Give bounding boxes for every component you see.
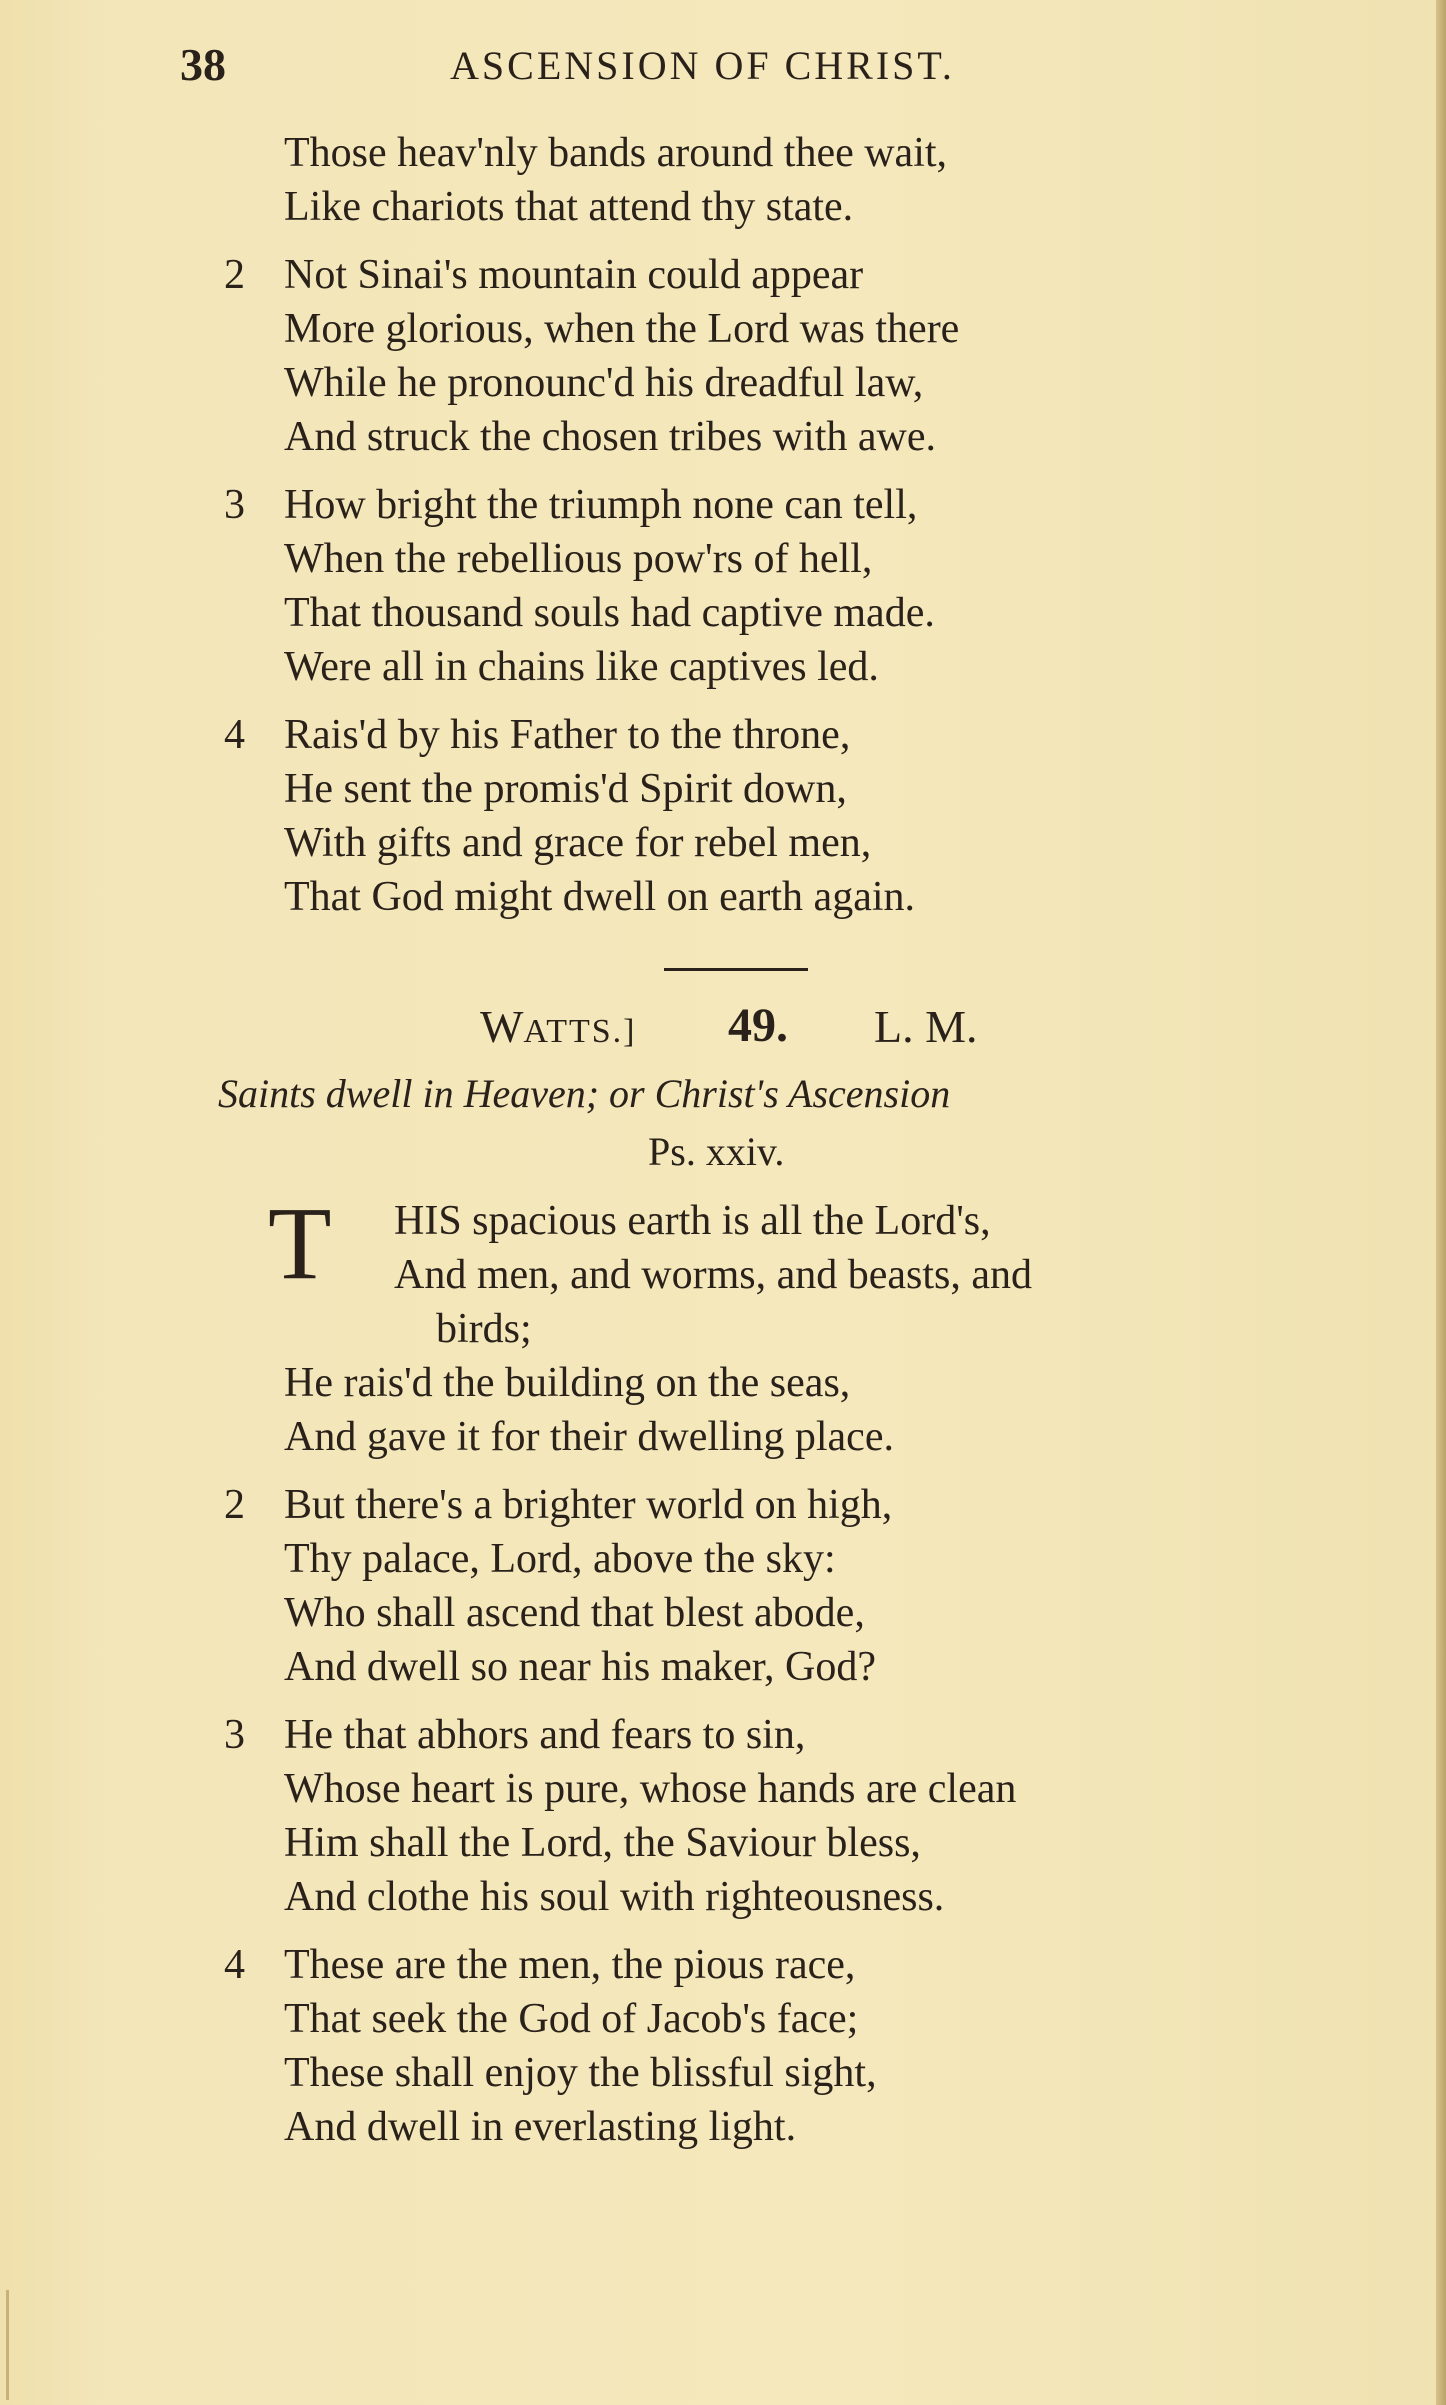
stanza-number: 4 (224, 712, 245, 758)
verse-line: That seek the God of Jacob's face; (284, 1996, 859, 2042)
verse-line: These shall enjoy the blissful sight, (284, 2050, 877, 2096)
verse-line: Those heav'nly bands around thee wait, (284, 130, 948, 176)
verse-line: birds; (436, 1306, 532, 1352)
verse-line: Were all in chains like captives led. (284, 644, 879, 690)
page-edge (1436, 0, 1446, 2405)
verse-line: And dwell so near his maker, God? (284, 1644, 876, 1690)
verse-line: When the rebellious pow'rs of hell, (284, 536, 873, 582)
verse-line: But there's a brighter world on high, (284, 1482, 893, 1528)
stanza-number: 4 (224, 1942, 245, 1988)
verse-line: And struck the chosen tribes with awe. (284, 414, 937, 460)
verse-line: That thousand souls had captive made. (284, 590, 935, 636)
hymn-number: 49. (728, 999, 788, 1052)
page-number: 38 (180, 39, 226, 90)
verse-line: Not Sinai's mountain could appear (284, 252, 864, 298)
verse-line: That God might dwell on earth again. (284, 874, 916, 920)
verse-line: And men, and worms, and beasts, and (394, 1252, 1033, 1298)
verse-line: Like chariots that attend thy state. (284, 184, 854, 230)
page-header (180, 38, 1280, 98)
verse-line: Him shall the Lord, the Saviour bless, (284, 1820, 921, 1866)
verse-line: He that abhors and fears to sin, (284, 1712, 806, 1758)
verse-line: These are the men, the pious race, (284, 1942, 856, 1988)
stanza-number: 3 (224, 1712, 245, 1758)
psalm-reference: Ps. xxiv. (648, 1129, 785, 1174)
verse-line: Whose heart is pure, whose hands are clean (284, 1766, 1017, 1812)
hymn-heading (0, 1000, 1446, 1060)
verse-line: How bright the triumph none can tell, (284, 482, 918, 528)
verse-line: He rais'd the building on the seas, (284, 1360, 851, 1406)
hymn-title: Saints dwell in Heaven; or Christ's Ascension (218, 1071, 951, 1116)
verse-line: And dwell in everlasting light. (284, 2104, 797, 2150)
verse-line: With gifts and grace for rebel men, (284, 820, 872, 866)
stanza-number: 3 (224, 482, 245, 528)
stanza-number: 2 (224, 1482, 245, 1528)
verse-line: Rais'd by his Father to the throne, (284, 712, 851, 758)
verse-line: Who shall ascend that blest abode, (284, 1590, 865, 1636)
verse-line: And clothe his soul with righteousness. (284, 1874, 945, 1920)
drop-cap: T (268, 1186, 332, 1301)
section-rule (664, 968, 808, 971)
page-margin-mark (6, 2290, 9, 2400)
running-head: ASCENSION OF CHRIST. (450, 43, 955, 88)
hymn-meter: L. M. (874, 1001, 978, 1052)
verse-line: Thy palace, Lord, above the sky: (284, 1536, 836, 1582)
verse-line: More glorious, when the Lord was there (284, 306, 960, 352)
hymn-author: WATTS.] (480, 1001, 637, 1052)
verse-line: While he pronounc'd his dreadful law, (284, 360, 924, 406)
verse-line: HIS spacious earth is all the Lord's, (394, 1198, 991, 1244)
stanza-number: 2 (224, 252, 245, 298)
verse-line: And gave it for their dwelling place. (284, 1414, 894, 1460)
verse-line: He sent the promis'd Spirit down, (284, 766, 847, 812)
